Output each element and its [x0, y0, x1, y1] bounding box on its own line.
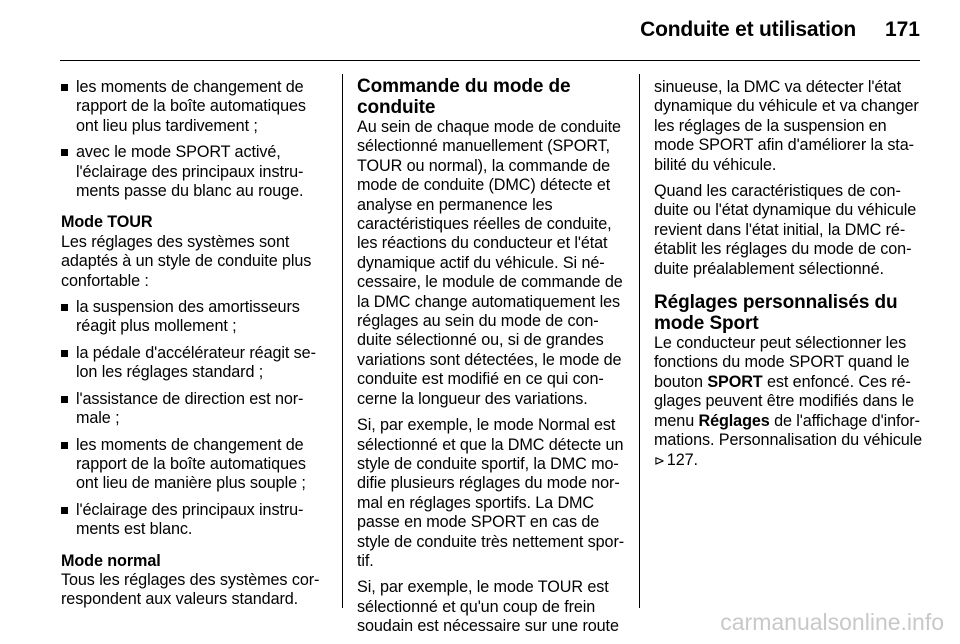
column-right [654, 78, 924, 477]
header-title: Conduite et utilisation [640, 18, 856, 41]
paragraph [654, 334, 924, 470]
settings-menu-label: Réglages [698, 411, 770, 430]
page-reference[interactable]: 127. [666, 450, 698, 469]
page-number: 171 [884, 18, 920, 41]
normal-heading: Mode normal [61, 551, 161, 570]
tour-effects-list [61, 298, 327, 539]
list-item: l'éclairage des principaux instruments est blanc. [61, 501, 327, 540]
column-middle [357, 76, 625, 644]
paragraph: Au sein de chaque mode de conduite sélectionné manuellement (SPORT, TOUR ou normal), la commande de mode de conduite (DMC) détecte et analyse en permanence les caractéristiques réelles de conduite, les réactions du conducteur et l'état dynamique actif du véhicule. Si nécessaire, le module de commande de la DMC change automatiquement les réglages au sein du mode de conduite sélectionné ou, si de grandes variations sont détectées, le mode de conduite est modifié en ce qui concerne la longueur des variations. [357, 118, 623, 408]
paragraph: Si, par exemple, le mode TOUR est sélectionné et qu'un coup de frein soudain est nécessaire sur une route [357, 578, 619, 636]
column-divider-left [342, 74, 343, 608]
normal-text: Tous les réglages des systèmes correspondent aux valeurs standard. [61, 570, 320, 609]
tour-heading: Mode TOUR [61, 213, 153, 232]
sport-effects-list [61, 78, 327, 201]
list-item: les moments de changement de rapport de la boîte automatiques ont lieu de manière plus souple ; [61, 436, 327, 494]
sport-settings-heading: Réglages personnalisés du mode Sport [654, 292, 898, 335]
text-run: de l'affichage d'informations. Personnalisation du véhicule [654, 411, 923, 450]
list-item: les moments de changement de rapport de la boîte automatiques ont lieu plus tardivement ; [61, 78, 327, 136]
column-divider-right [639, 74, 640, 608]
paragraph: Quand les caractéristiques de conduite ou l'état dynamique du véhicule revient dans l'état initial, la DMC réétablit les réglages du mode de conduite préalablement sélectionné. [654, 182, 917, 278]
list-item: avec le mode SPORT activé, l'éclairage des principaux instruments passe du blanc au rouge. [61, 143, 327, 201]
column-left [61, 78, 327, 617]
list-item: la pédale d'accélérateur réagit selon les réglages standard ; [61, 344, 327, 383]
sport-button-label: SPORT [707, 372, 763, 391]
page-reference-icon: ⊳ [654, 452, 665, 468]
paragraph: sinueuse, la DMC va détecter l'état dynamique du véhicule et va changer les réglages de la suspension en mode SPORT afin d'améliorer la stabilité du véhicule. [654, 78, 919, 174]
paragraph: Si, par exemple, le mode Normal est sélectionné et que la DMC détecte un style de conduite sportif, la DMC modifie plusieurs réglages du mode normal en réglages sportifs. La DMC passe en mode SPORT en cas de style de conduite très nettement sportif. [357, 416, 625, 570]
text-run: est enfoncé. Ces réglages peuvent être modifiés dans le menu [654, 372, 915, 430]
list-item: la suspension des amortisseurs réagit plus mollement ; [61, 298, 327, 337]
text-run: Le conducteur peut sélectionner les fonctions du mode SPORT quand le bouton [654, 334, 910, 391]
list-item: l'assistance de direction est normale ; [61, 390, 327, 429]
watermark: carmanualsonline.info [720, 609, 944, 635]
header-rule [60, 60, 920, 61]
tour-intro: Les réglages des systèmes sont adaptés à un style de conduite plus confortable : [61, 232, 312, 290]
dmc-heading: Commande du mode de conduite [357, 76, 571, 118]
